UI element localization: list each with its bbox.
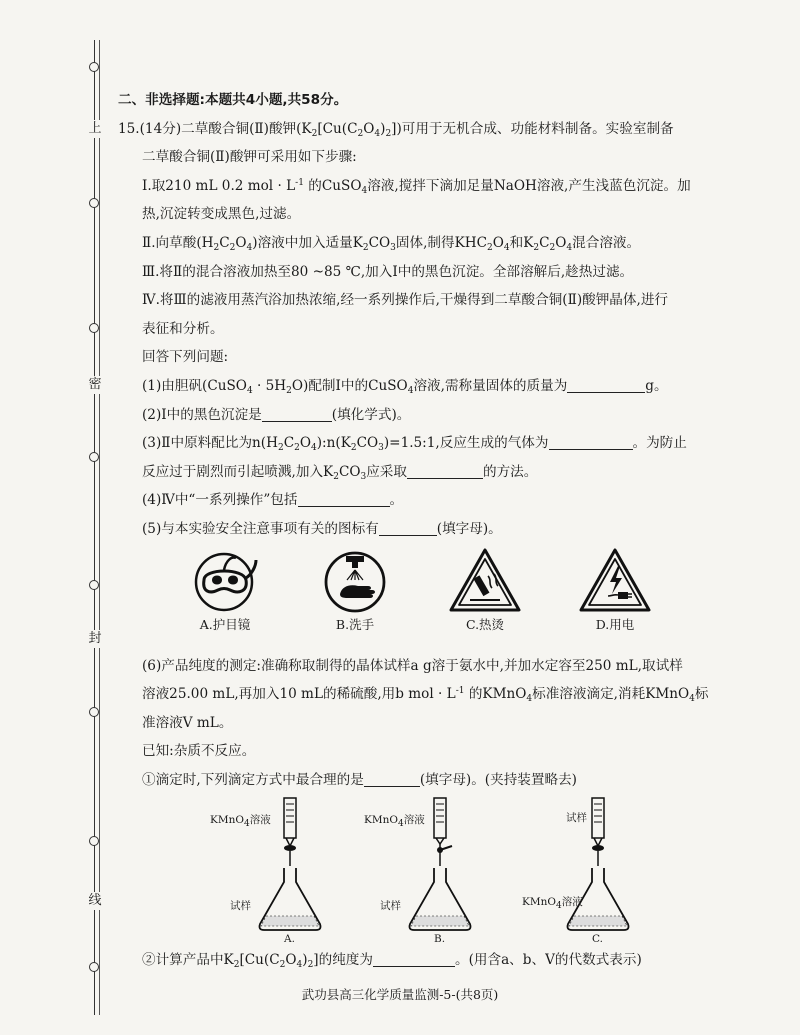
text: 溶液 [249,814,271,827]
text: C [539,234,550,251]
apparatus-option-a [210,796,368,946]
subscript: 2 [362,242,369,253]
text: ):n(K [316,435,351,452]
apparatus-c-option: C. [592,933,603,946]
subscript: 4 [689,694,695,705]
text: CO [368,234,391,251]
subscript: 3 [390,242,396,253]
text: Ⅱ.向草酸(H [142,234,214,251]
question-score: (14分) [139,120,182,137]
apparatus-option-c [522,796,676,946]
text: 。为防止 [632,435,687,452]
icon-option-a [180,546,270,634]
text: (5)与本实验安全注意事项有关的图标有 [142,520,379,537]
subscript: 4 [526,694,533,705]
icon-option-d [570,546,660,634]
seal-char-xian: 线 [86,892,104,910]
text: 反应过于剧烈而引起喷溅,加入K [142,463,334,480]
seal-char-shang: 上 [86,120,104,138]
binding-rule-inner [99,40,100,1015]
text: ②计算产品中K [142,952,234,969]
subscript: 4 [397,819,404,830]
subscript: 4 [296,960,303,971]
icon-option-c [440,546,530,634]
subscript: 2 [549,242,556,253]
subscript: 4 [407,385,414,396]
text: ])可用于无机合成、功能材料制备。实验室制备 [391,120,674,137]
sub-question-6-line-1: (6)产品纯度的测定:准确称取制得的晶体试样a g溶于氨水中,并加水定容至250 mL,取试样 [142,657,683,674]
subscript: 2 [385,128,392,139]
subscript: 4 [311,443,317,454]
text: 。 [389,492,404,509]
text: [Cu(C [317,120,358,137]
text: ) [302,952,308,969]
text: O [299,435,312,452]
text: 溶液,需称量固体的质量为 [413,377,568,394]
text: CO [356,435,379,452]
apparatus-b-titrant-label [364,814,425,830]
text: (1)由胆矾(CuSO [142,377,247,394]
text: 二草酸合铜(Ⅱ)酸钾(K [181,120,312,137]
sub-question-3-line-1 [118,429,728,458]
icon-option-b [310,546,400,634]
step-4-line-1: Ⅳ.将Ⅲ的滤液用蒸汽浴加热浓缩,经一系列操作后,干燥得到二草酸合铜(Ⅱ)酸钾晶体,进行 [142,292,669,309]
icon-label-d: D.用电 [595,616,635,632]
sub-question-6-line-2 [118,680,728,709]
text: O [285,952,297,969]
text: (填字母)。(夹持装置略去) [419,771,577,788]
apparatus-a-option: A. [284,933,295,946]
goggles-icon [190,546,260,614]
text: O [363,120,375,137]
answer-blank-6a[interactable] [364,770,420,787]
text: (4)Ⅳ中“一系列操作”包括 [142,492,298,509]
subscript: 2 [277,443,284,454]
sub-question-3-line-2 [118,458,728,487]
text: 的CuSO [303,177,362,194]
text: (填化学式)。 [331,406,411,423]
text: )溶液中加入适量K [252,234,363,251]
binding-hole [89,962,99,972]
step-4-line-2: 表征和分析。 [142,320,224,337]
subscript: 2 [357,128,364,139]
text: )=1.5:1,反应生成的气体为 [383,435,549,452]
seal-char-mi: 密 [86,376,104,394]
answer-blank-1[interactable] [567,376,645,393]
text: KMnO [522,896,556,909]
answer-blank-3b[interactable] [407,462,483,479]
superscript: -1 [295,177,304,188]
icon-label-b: B.洗手 [335,616,375,632]
binding-rule [94,40,95,1015]
binding-hole [89,707,99,717]
subscript: 4 [374,128,381,139]
text: 标 [694,686,709,703]
text: KMnO [210,814,244,827]
binding-hole [89,580,99,590]
answer-blank-6b[interactable] [373,950,455,967]
step-3: Ⅲ.将Ⅱ的混合溶液加热至80 ~85 ℃,加入Ⅰ中的黑色沉淀。全部溶解后,趁热过滤。 [142,263,634,280]
subscript: 2 [279,960,286,971]
subscript: 2 [286,385,292,396]
text: 和K [509,234,534,251]
subscript: 2 [311,128,318,139]
burette-sample-flask-icon [526,796,676,946]
electricity-icon [578,546,652,614]
subscript: 4 [246,242,253,253]
subscript: 4 [246,385,253,396]
q15-intro-line-1 [118,115,728,144]
subscript: 2 [213,242,220,253]
text: g。 [645,377,668,394]
apparatus-b-sample-label: 试样 [380,900,401,913]
question-content [118,86,728,975]
titration-apparatus-row [118,796,728,946]
section-title: 二、非选择题:本题共4小题,共58分。 [118,92,348,108]
text: ]的纯度为 [313,952,373,969]
text: 溶液25.00 mL,再加入10 mL的稀硫酸,用b mol · L [142,686,456,703]
text: 固体,制得KHC [395,234,488,251]
text: (填字母)。 [436,520,502,537]
question-number: 15. [118,120,140,137]
subscript: 2 [294,443,300,454]
known-note: 已知:杂质不反应。 [142,743,256,760]
text: · 5H [252,377,287,394]
text: ) [380,120,386,137]
subscript: 4 [243,819,250,830]
subscript: 2 [229,242,236,253]
sub-question-4 [118,486,728,515]
q15-intro-line-2: 二草酸合铜(Ⅱ)酸钾可采用如下步骤: [142,149,357,166]
subscript: 2 [307,960,314,971]
subscript: 2 [533,242,540,253]
sub-question-2 [118,401,728,430]
text: CO [338,463,361,480]
text: ①滴定时,下列滴定方式中最合理的是 [142,771,364,788]
text: 溶液 [403,814,425,827]
answer-blank-5[interactable] [379,519,437,536]
apparatus-a-sample-label: 试样 [230,900,251,913]
text: (3)Ⅱ中原料配比为n(H [142,435,278,452]
text: 。(用含a、b、V的代数式表示) [454,952,642,969]
apparatus-b-option: B. [434,933,446,946]
icon-label-a: A.护目镜 [199,616,251,632]
step-1-line-1 [118,172,728,201]
answer-prompt: 回答下列问题: [142,349,229,366]
answer-blank-4[interactable] [298,490,390,507]
hot-surface-icon [448,546,522,614]
binding-hole [89,836,99,846]
superscript: -1 [455,686,465,697]
text: O [235,234,247,251]
text: 应采取 [366,463,407,480]
apparatus-a-titrant-label [210,814,271,830]
text: Ⅰ.取210 mL 0.2 mol · L [142,177,296,194]
text: O [555,234,567,251]
text: 标准溶液滴定,消耗KMnO [532,686,690,703]
subscript: 4 [566,242,573,253]
hand-wash-icon [320,546,390,614]
text: 混合溶液。 [572,234,641,251]
sub-question-6-part-2 [118,946,728,975]
text: 的KMnO [464,686,527,703]
binding-margin [76,40,116,1015]
text: 溶液 [561,896,583,909]
binding-hole [89,198,99,208]
sub-question-6-part-1 [118,766,728,795]
binding-hole [89,62,99,72]
subscript: 4 [555,901,562,912]
subscript: 2 [333,471,339,482]
apparatus-c-sample-label: 试样 [566,812,587,825]
text: 溶液,搅拌下滴加足量NaOH溶液,产生浅蓝色沉淀。加 [367,177,691,194]
subscript: 3 [378,443,384,454]
text: C [283,435,295,452]
subscript: 2 [350,443,357,454]
safety-icons-row [118,546,728,646]
subscript: 2 [487,242,493,253]
binding-hole [89,323,99,333]
step-2 [118,229,728,258]
seal-char-feng: 封 [86,630,104,648]
subscript: 4 [361,185,368,196]
sub-question-6-line-3: 准溶液V mL。 [142,714,233,731]
subscript: 4 [503,242,510,253]
text: O [492,234,504,251]
apparatus-option-b [364,796,518,946]
text: O)配制Ⅰ中的CuSO [291,377,408,394]
text: 的方法。 [483,463,538,480]
subscript: 3 [360,471,367,482]
apparatus-c-titrant-label [522,896,583,912]
text: C [219,234,230,251]
sub-question-5 [118,515,728,544]
answer-blank-2[interactable] [262,405,332,422]
subscript: 2 [233,960,240,971]
text: (2)Ⅰ中的黑色沉淀是 [142,406,262,423]
page-footer: 武功县高三化学质量监测-5-(共8页) [301,987,499,1002]
text: [Cu(C [239,952,280,969]
step-1-line-2: 热,沉淀转变成黑色,过滤。 [142,206,301,223]
binding-hole [89,452,99,462]
text: KMnO [364,814,398,827]
sub-question-1 [118,372,728,401]
answer-blank-3a[interactable] [549,433,633,450]
icon-label-c: C.热烫 [465,616,505,632]
